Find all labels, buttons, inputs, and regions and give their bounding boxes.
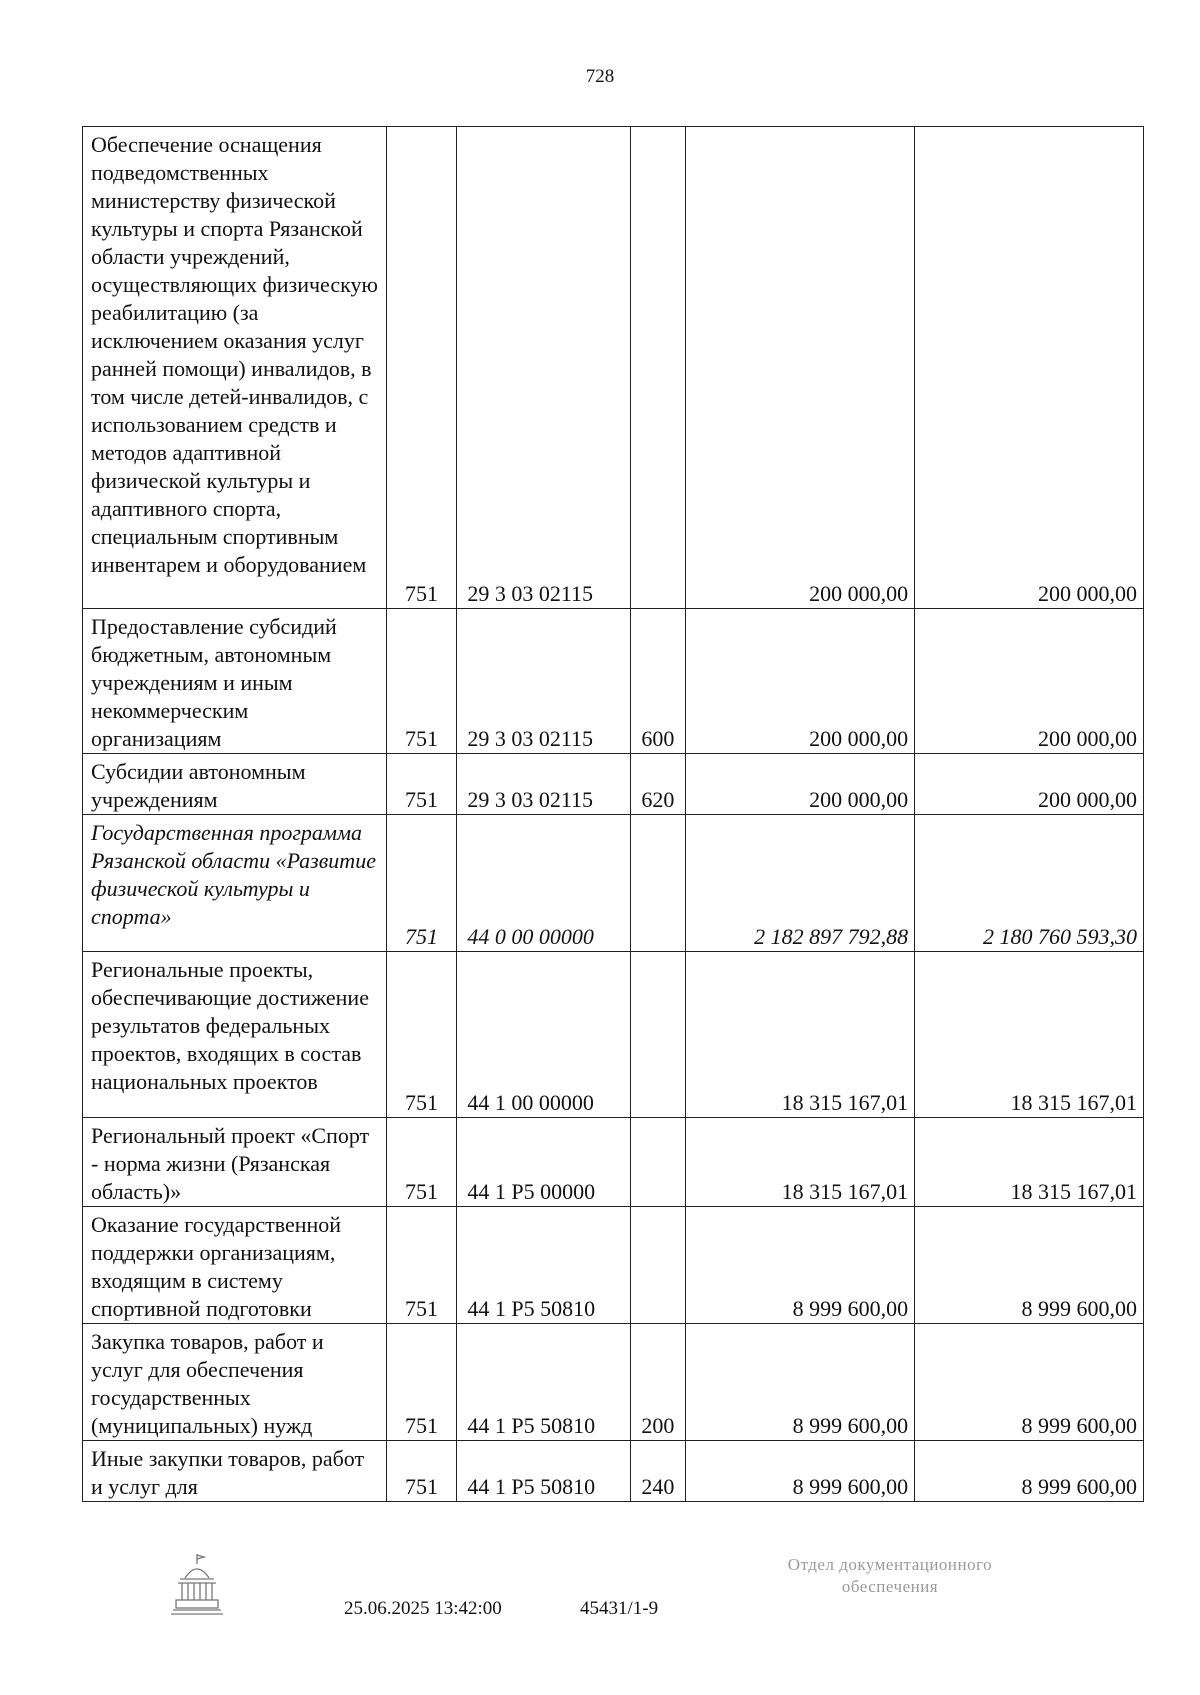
amount-first-year: 18 315 167,01 — [686, 952, 915, 1118]
ministry-code: 751 — [386, 815, 457, 952]
duma-building-emblem-icon — [168, 1552, 226, 1616]
amount-second-year: 2 180 760 593,30 — [915, 815, 1144, 952]
table-row — [83, 609, 1144, 754]
table-row — [83, 1207, 1144, 1324]
stamp-line-2: обеспечения — [841, 1577, 939, 1596]
table-row — [83, 1118, 1144, 1207]
page-number: 728 — [585, 66, 615, 87]
target-article-code: 29 3 03 02115 — [457, 127, 630, 609]
amount-first-year: 200 000,00 — [686, 609, 915, 754]
target-article-code: 44 1 P5 50810 — [457, 1207, 630, 1324]
budget-table — [82, 126, 1144, 1502]
ministry-code: 751 — [386, 1207, 457, 1324]
target-article-code: 29 3 03 02115 — [457, 754, 630, 815]
ministry-code: 751 — [386, 1324, 457, 1441]
table-row — [83, 815, 1144, 952]
row-name: Региональный проект «Спорт - норма жизни (Рязанская область)» — [83, 1118, 387, 1207]
target-article-code: 29 3 03 02115 — [457, 609, 630, 754]
expense-type-code — [630, 127, 686, 609]
amount-second-year: 8 999 600,00 — [915, 1324, 1144, 1441]
target-article-code: 44 1 00 00000 — [457, 952, 630, 1118]
expense-type-code — [630, 1207, 686, 1324]
ministry-code: 751 — [386, 609, 457, 754]
ministry-code: 751 — [386, 127, 457, 609]
footer-datetime: 25.06.2025 13:42:00 — [344, 1598, 502, 1619]
target-article-code: 44 0 00 00000 — [457, 815, 630, 952]
target-article-code: 44 1 P5 50810 — [457, 1441, 630, 1502]
amount-first-year: 200 000,00 — [686, 127, 915, 609]
amount-first-year: 8 999 600,00 — [686, 1207, 915, 1324]
ministry-code: 751 — [386, 952, 457, 1118]
stamp-line-1: Отдел документационного — [787, 1555, 993, 1574]
ministry-code: 751 — [386, 754, 457, 815]
table-row — [83, 1441, 1144, 1502]
table-row — [83, 754, 1144, 815]
amount-first-year: 200 000,00 — [686, 754, 915, 815]
row-name: Субсидии автономным учреждениям — [83, 754, 387, 815]
amount-first-year: 8 999 600,00 — [686, 1441, 915, 1502]
expense-type-code: 600 — [630, 609, 686, 754]
table-row — [83, 952, 1144, 1118]
row-name: Государственная программа Рязанской области «Развитие физической культуры и спорта» — [83, 815, 387, 952]
ministry-code: 751 — [386, 1118, 457, 1207]
target-article-code: 44 1 P5 50810 — [457, 1324, 630, 1441]
table-row — [83, 127, 1144, 609]
expense-type-code — [630, 815, 686, 952]
amount-second-year: 200 000,00 — [915, 609, 1144, 754]
footer-document-number: 45431/1-9 — [580, 1598, 659, 1619]
amount-second-year: 8 999 600,00 — [915, 1441, 1144, 1502]
row-name: Закупка товаров, работ и услуг для обеспечения государственных (муниципальных) нужд — [83, 1324, 387, 1441]
amount-second-year: 18 315 167,01 — [915, 1118, 1144, 1207]
row-name: Иные закупки товаров, работ и услуг для — [83, 1441, 387, 1502]
row-name: Региональные проекты, обеспечивающие достижение результатов федеральных проектов, входящих в состав национальных проектов — [83, 952, 387, 1118]
ministry-code: 751 — [386, 1441, 457, 1502]
expense-type-code: 240 — [630, 1441, 686, 1502]
table-row — [83, 1324, 1144, 1441]
expense-type-code: 620 — [630, 754, 686, 815]
expense-type-code — [630, 1118, 686, 1207]
target-article-code: 44 1 P5 00000 — [457, 1118, 630, 1207]
amount-second-year: 200 000,00 — [915, 127, 1144, 609]
row-name: Обеспечение оснащения подведомственных министерству физической культуры и спорта Рязанской области учреждений, осуществляющих физическую реабилитацию (за исключением оказания услуг ранней помощи) инвалидов, в том числе детей-инвалидов, с использованием средств и методов адаптивной физической культуры и адаптивного спорта, специальным спортивным инвентарем и оборудованием — [83, 127, 387, 609]
amount-first-year: 8 999 600,00 — [686, 1324, 915, 1441]
amount-second-year: 200 000,00 — [915, 754, 1144, 815]
department-stamp — [740, 1554, 1040, 1598]
row-name: Предоставление субсидий бюджетным, автономным учреждениям и иным некоммерческим организациям — [83, 609, 387, 754]
expense-type-code — [630, 952, 686, 1118]
amount-first-year: 18 315 167,01 — [686, 1118, 915, 1207]
amount-second-year: 8 999 600,00 — [915, 1207, 1144, 1324]
expense-type-code: 200 — [630, 1324, 686, 1441]
amount-second-year: 18 315 167,01 — [915, 952, 1144, 1118]
amount-first-year: 2 182 897 792,88 — [686, 815, 915, 952]
row-name: Оказание государственной поддержки организациям, входящим в систему спортивной подготовки — [83, 1207, 387, 1324]
